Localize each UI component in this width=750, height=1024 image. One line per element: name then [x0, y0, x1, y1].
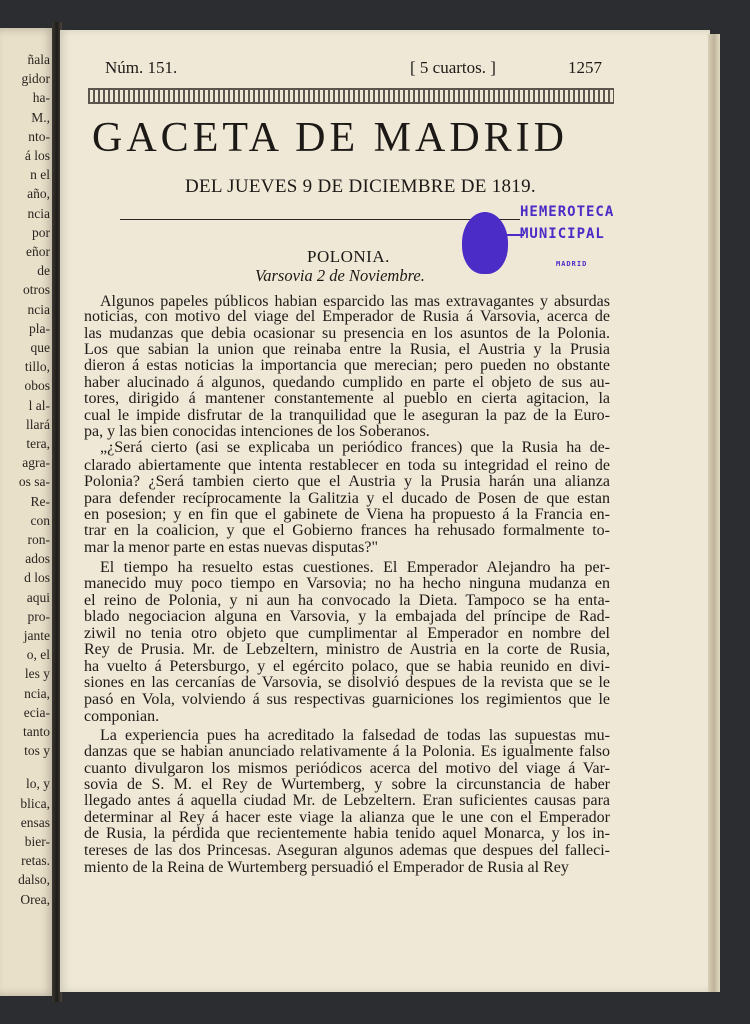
text-line: haber alucinado á algunos, quedando cumplido en parte el objeto de sus au- — [84, 374, 610, 391]
stamp-text-3: MADRID — [556, 260, 588, 268]
left-page-fragment: l al- — [28, 397, 50, 413]
date-rule — [120, 219, 520, 220]
left-page-fragment: ncia — [27, 301, 50, 317]
text-line: para defender recíprocamente la Galitzia y el ducado de Posen de que estan — [84, 490, 610, 507]
left-page-fragment: M., — [31, 109, 50, 125]
library-stamp — [462, 198, 662, 283]
stamp-crest-icon — [462, 212, 508, 274]
text-line: ha vuelto á Petersburgo, y el egército polaco, que se habia reunido en divi- — [84, 658, 610, 675]
left-page-fragment: con — [30, 512, 50, 528]
left-page-fragment: gidor — [21, 71, 50, 87]
left-page-fragment: pro- — [27, 608, 50, 624]
text-line: siones en las cercanías de Varsovia, se disolvió despues de la revista que se le — [84, 674, 610, 691]
page-number: 1257 — [568, 58, 602, 77]
left-page-fragment: tos y — [24, 743, 50, 759]
left-page-fragment: otros — [23, 282, 50, 298]
issue-date: DEL JUEVES 9 DE DICIEMBRE DE 1819. — [185, 176, 536, 197]
left-page-fragment: os sa- — [18, 474, 50, 490]
left-page-fragment: blica, — [20, 795, 50, 811]
text-line: el reino de Polonia, y ni aun ha convocado la Dieta. Tampoco se ha enta- — [84, 592, 610, 609]
left-page-fragment: agra- — [22, 455, 50, 471]
left-page-fragment: Re- — [30, 493, 50, 509]
left-page-fragment: año, — [27, 186, 50, 202]
issue-number: Núm. 151. — [105, 58, 178, 77]
text-line: Polonia? ¿Será tambien cierto que el Austria y la Prusia harán una alianza — [84, 473, 610, 490]
left-page-fragment: ncia, — [24, 685, 50, 701]
text-line: determinar al Rey á hacer este viage la alianza que le une con el Emperador — [84, 809, 610, 826]
left-page-fragment: n el — [30, 167, 50, 183]
stamp-text-1: HEMEROTECA — [520, 204, 615, 220]
masthead-text: GACETA DE MADRID — [92, 115, 568, 161]
left-page-fragment: á los — [24, 148, 50, 163]
left-page-fragment: de — [37, 263, 50, 279]
text-line: Los que sabian la union que reinaba entre la Rusia, el Austria y la Prusia — [84, 341, 610, 358]
left-page-fragment: pla- — [29, 320, 50, 336]
left-page-fragment: Orea, — [20, 891, 50, 907]
left-page-fragment: d los — [24, 570, 50, 586]
text-line: pa, y las bien conocidas intenciones de los Soberanos. — [84, 423, 430, 440]
text-line: clarado abiertamente que intenta restablecer en toda su integridad el reino de — [84, 457, 610, 474]
issue-price: [ 5 cuartos. ] — [410, 58, 496, 77]
left-page-fragment: jante — [23, 628, 50, 643]
text-line: blado negociacion alguna en Varsovia, y la embajada del príncipe de Rad- — [84, 608, 610, 625]
left-page-fragment: dalso, — [18, 872, 50, 888]
left-page-fragment: o, el — [26, 647, 50, 663]
text-line: las mudanzas que debia ocasionar su presencia en los asuntos de la Polonia. — [84, 325, 610, 342]
text-line: El tiempo ha resuelto estas cuestiones. El Emperador Alejandro ha per- — [100, 559, 610, 576]
text-line: dieron á estas noticias la importancia que merecian; pero pueden no obstante — [84, 357, 610, 374]
left-page-fragment: aqui — [26, 589, 50, 605]
text-line: en posesion; y en fin que el gabinete de Viena ha propuesto á la Francia en- — [84, 506, 610, 523]
section-heading: POLONIA. — [307, 247, 390, 266]
text-line: cuanto divulgaron los mismos periódicos acerca del motivo del viage á Var- — [84, 760, 610, 777]
text-line: trar en la coalicion, y que el Gobierno frances ha rehusado formalmente to- — [84, 522, 610, 539]
left-page-fragment: tanto — [23, 724, 50, 739]
text-line: „¿Será cierto (asi se explicaba un periódico frances) que la Rusia ha de- — [100, 439, 610, 456]
left-page-fragment: tera, — [26, 436, 50, 451]
text-line: tores, dirigido á mantener constantemente al pueblo en cierta agitacion, la — [84, 390, 610, 407]
page-edge — [708, 34, 720, 992]
text-line: ziwil no tenia otro objeto que cumplimentar al Emperador en nombre del — [84, 625, 610, 642]
text-line: miento de la Reina de Wurtemberg persuadió el Emperador de Rusia al Rey — [84, 859, 569, 876]
ornamental-rule — [88, 88, 614, 104]
text-line: pasó en Vola, volviendo á sus respectivas guarniciones los regimientos que le — [84, 691, 610, 708]
text-line: componian. — [84, 708, 160, 725]
text-line: mar la menor parte en estas nuevas disputas?" — [84, 539, 378, 556]
text-line: tereses de las dos Princesas. Aseguran algunos ademas que despues del falleci- — [84, 842, 610, 859]
stamp-text-2: MUNICIPAL — [520, 226, 605, 242]
text-line: llegado antes á aquella ciudad Mr. de Lebzeltern. Eran suficientes causas para — [84, 792, 610, 809]
left-page-fragment: retas. — [21, 853, 50, 869]
masthead — [0, 114, 750, 162]
left-page-fragment: que — [30, 340, 50, 355]
left-page-fragment: tillo, — [24, 359, 50, 375]
left-page-fragment: llará — [26, 416, 50, 432]
left-page-fragment: obos — [24, 378, 50, 394]
text-line: noticias, con motivo del viage del Emperador de Rusia á Varsovia, acerca de — [84, 308, 610, 325]
left-page-fragment: ensas — [20, 814, 50, 830]
text-line: sovia de S. M. el Rey de Wurtemberg, y sobre la circunstancia de haber — [84, 776, 610, 793]
left-page-fragment: nto- — [28, 128, 50, 144]
dateline: Varsovia 2 de Noviembre. — [255, 266, 425, 285]
left-page — [0, 28, 56, 996]
left-page-fragment: ron- — [27, 532, 50, 547]
left-page-fragment: les y — [24, 666, 50, 682]
text-line: manecido muy poco tiempo en Varsovia; no ha hecho ninguna mudanza en — [84, 575, 610, 592]
text-line: danzas que se habian anunciado relativamente á la Polonia. Es igualmente falso — [84, 743, 610, 760]
left-page-fragment: bier- — [24, 834, 50, 849]
left-page-fragment: lo, y — [25, 776, 50, 792]
left-page-fragment: por — [32, 224, 50, 240]
text-line: La experiencia pues ha acreditado la falsedad de todas las supuestas mu- — [100, 727, 610, 744]
text-line: Algunos papeles públicos habian esparcido las mas extravagantes y absurdas — [100, 293, 610, 310]
left-page-fragment: eñor — [26, 244, 50, 259]
left-page-fragment: ñala — [27, 52, 50, 67]
left-page-fragment: ecia- — [23, 704, 50, 720]
text-line: de Rusia, la pérdida que recientemente habia tenido aquel Monarca, y los in- — [84, 825, 610, 842]
text-line: Rey de Prusia. Mr. de Lebzeltern, ministro de Austria en la corte de Rusia, — [84, 641, 610, 658]
left-page-fragment: ncia — [27, 205, 50, 221]
text-line: cual le impide disfrutar de la tranquilidad que le aseguran la paz de la Euro- — [84, 407, 610, 424]
left-page-fragment: ados — [25, 551, 50, 567]
left-page-fragment: ha- — [32, 90, 50, 106]
